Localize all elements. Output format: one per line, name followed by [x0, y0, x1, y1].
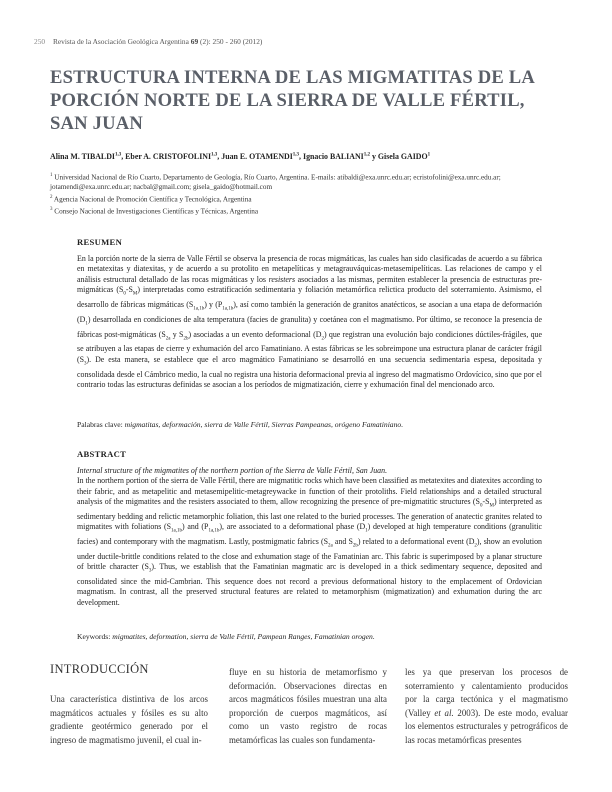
affiliation-mark: 1 — [50, 173, 53, 178]
section-heading-introduccion: INTRODUCCIÓN — [50, 662, 149, 676]
abstract-text: ), are associated to a deformational phase (D — [219, 522, 366, 532]
author-list — [50, 152, 570, 161]
page-number: 250 — [34, 37, 46, 46]
author-name: Ignacio BALIANI — [303, 152, 364, 161]
intro-column-3 — [405, 666, 568, 748]
intro-italic: et al. — [434, 707, 454, 718]
author-name: Gisela GAIDO — [377, 152, 428, 161]
palabras-clave — [77, 420, 542, 429]
keywords-terms: migmatites, deformation, sierra de Valle Fértil, Pampean Ranges, Famatinian orogen. — [112, 632, 375, 641]
running-header — [34, 37, 262, 46]
author-name: Eber A. CRISTOFOLINI — [125, 152, 212, 161]
resumen-text: ). De esta manera, se establece que el arco magmático Famatiniano se desarrolló en una secuencia sedimentaria espesa, depositada y consolidada desde el Cámbrico medio, la cual no registra una historia deformacional previa al ingreso del magmatismo Ordovícico, sino que por el contrario todas las estructuras definidas se asocian a los períodos de migmatización, cierre y exhumación final del mencionado arco. — [77, 354, 542, 389]
author-affil-mark: 1,3 — [114, 152, 122, 158]
journal-name: Revista de la Asociación Geológica Argentina — [52, 37, 189, 46]
abstract-text: ). Thus, we establish that the Famatinian magmatic arc is developed in a thick sedimentary sequence, deposited and consolidated since the mid-Cambrian. This sequence does not record a previous deformational history to the emplacement of Ordovician magmatism. In contrast, all the preserved structural features are related to metamorphism (migmatization) and exhumation during the arc development. — [77, 562, 542, 607]
author-separator: , — [217, 152, 222, 161]
resumen-text: ) asociadas a un evento deformacional (D — [188, 329, 322, 339]
author-separator: , — [299, 152, 303, 161]
resumen-text: ) interpretadas como estratificación sedimentaria y foliación metamórfica relictica producto del soterramiento. Asimismo, el desarrollo de fábricas migmáticas (S — [77, 284, 542, 309]
abstract-text: ) related to a deformational event (D — [357, 536, 475, 546]
resumen-text: ) que registran una evolución bajo condiciones dúctiles-frágiles, que se atribuyen a las etapas de cierre y exhumación del arco Famatiniano. A estas fábricas se les sobreimpone una estructura planar de carácter frágil (S — [77, 329, 543, 364]
author-affil-mark: 1,3 — [211, 152, 218, 158]
affiliation-item — [50, 171, 570, 193]
intro-column-1: Una característica distintiva de los arcos magmáticos actuales y fósiles es su alto gradiente geotérmico generado por el ingreso de magmatismo juvenil, el cual in- — [50, 694, 208, 745]
affiliation-mark: 3 — [50, 206, 53, 212]
title-line: PORCIÓN NORTE DE LA SIERRA DE VALLE FÉRTIL, — [50, 90, 525, 111]
title-line: SAN JUAN — [50, 113, 144, 134]
author-separator: y — [369, 152, 378, 161]
resumen-heading: RESUMEN — [77, 237, 123, 247]
resumen-italic: resisters — [268, 274, 296, 284]
abstract-text: ) and (P — [182, 522, 209, 532]
keywords-label: Keywords: — [77, 632, 111, 641]
article-title — [50, 66, 570, 135]
author-affil-mark: 1 — [427, 152, 431, 158]
abstract-text: ) interpreted as sedimentary bedding and relictic metamorphic foliation, this last one related to the buried processes. The generation of anatectic granites related to migmatites with foliations (S — [77, 496, 543, 532]
affiliation-text: Universidad Nacional de Río Cuarto, Departamento de Geología, Río Cuarto, Argentina. E-mails: atibaldi@exa.unrc.edu.ar; ecristofolini@exa.unrc.edu.ar; jotamendi@exa.unrc.edu.ar; nacbal@gmail.com; gisela_gaido@hotmail.com — [50, 173, 501, 191]
intro-text: les ya que preservan los procesos de soterramiento y calentamiento producidos por la carga tectónica y el magmatismo (Valley — [405, 667, 568, 718]
author-name: Alina M. TIBALDI — [50, 152, 115, 161]
affiliation-text: Consejo Nacional de Investigaciones Científicas y Técnicas, Argentina — [54, 206, 259, 215]
keywords — [77, 632, 542, 641]
affiliations — [50, 171, 570, 217]
journal-volume: 69 — [190, 37, 199, 46]
author-name: Juan E. OTAMENDI — [221, 152, 293, 161]
palabras-clave-label: Palabras clave: — [77, 420, 123, 429]
palabras-clave-terms: migmatitas, deformación, sierra de Valle Fértil, Sierras Pampeanas, orógeno Famatiniano. — [124, 420, 404, 429]
author-separator: , — [121, 152, 126, 161]
affiliation-item — [50, 205, 570, 217]
abstract-text: In the northern portion of the sierra de Valle Fértil, there are migmatitic rocks which have been classified as metatexites and diatexites according to their fabric, and as metapelitic and metasemipelitic-metagreywacke in function of their protoliths. Field relationships and a detailed structural analysis of the migmatites and the resisters associated to them, allow recognizing the presence of pre-migmatitic structures (S — [77, 476, 542, 506]
author-affil-mark: 1,3 — [292, 152, 300, 158]
journal-issue-pages: (2): 250 - 260 (2012) — [200, 37, 263, 46]
affiliation-mark: 2 — [50, 194, 53, 200]
abstract-title: Internal structure of the migmatites of the northern portion of the Sierra de Valle Fértil, San Juan. — [77, 466, 388, 475]
author-affil-mark: 1,2 — [363, 152, 370, 158]
resumen-text: En la porción norte de la sierra de Valle Fértil se observa la presencia de rocas migmáticas, las cuales han sido clasificadas de acuerdo a su fábrica en metatexitas y diatexitas, y de acuerdo a su protolito en metapelíticas y metagrauváquicas-metasemipelíticas. Las relaciones de campo y el análisis estructural detallado de las rocas migmáticas y los — [77, 254, 542, 284]
affiliation-item — [50, 193, 570, 205]
intro-column-2: fluye en su historia de metamorfismo y deformación. Observaciones directas en arcos magmáticos fósiles muestran una alta proporción de cuerpos magmáticos, así como un vasto registro de rocas metamórficas las cuales son fundamenta- — [229, 667, 387, 745]
abstract-heading: ABSTRACT — [77, 449, 127, 459]
abstract-text: ) developed at high temperature conditions (granulitic facies) and contemporary with the magmatism. Lastly, postmigmatic fabrics (S — [77, 522, 543, 546]
resumen-paragraph: En la porción norte de la sierra de Valle Fértil se observa la presencia de rocas migmáticas, las cuales han sido clasificadas de acuerdo a su fábrica en metatexitas y diatexitas, y de acuerdo a su protolito en metapelíticas y metagrauváquicas-metasemipelíticas. Las relaciones de campo y el análisis estructural detallado de las rocas migmáticas y los resisters asociados a las mismas, permiten establecer la presencia de estructuras pre-migmáticas $(S_0-S_M)$ interpretadas como estratificación sedimentaria y foliación metamórfica relictica producto del soterramiento. Asimismo, el desarrollo de fábricas migmáticas $(S_{1a,1b})$ y $(P_{1a,1b})$, así como también la generación de granitos anatécticos, se asocian a una etapa de deformación $(D_1)$ desarrollada en condiciones de alta temperatura (facies de granulita) y coetánea con el magmatismo. Por último, se reconoce la presencia de fábricas post-migmáticas ($S_{2a}$ y $S_{2b}$) asociadas a un evento deformacional $(D_2)$ que registran una evolución bajo condiciones dúctiles-frágiles, que se atribuyen a las etapas de cierre y exhumación del arco Famatiniano. A estas fábricas se les sobreimpone una estructura planar de carácter frágil $(S_3)$. De esta manera, se establece que el arco magmático Famatiniano se desarrolló en una secuencia sedimentaria espesa, depositada y consolidada desde el Cámbrico medio, la cual no registra una historia deformacional previa al ingreso del magmatismo Ordovícico, sino que por el contrario todas las estructuras definidas se asocian a los períodos de migmatización, cierre y exhumación final del mencionado arco. — [77, 254, 543, 389]
affiliation-text: Agencia Nacional de Promoción Científica y Tecnológica, Argentina — [53, 194, 252, 203]
title-line: ESTRUCTURA INTERNA DE LAS MIGMATITAS DE LA — [50, 67, 536, 88]
intro-text: 2003). De este modo, evaluar los elementos estructurales y petrográficos de las rocas metamórficas presentes — [405, 707, 569, 745]
abstract-text: ), show an evolution under ductile-brittle conditions related to the close and exhumation stage of the Famatinian arc. This fabric is superimposed by a planar structure of brittle character (S — [77, 536, 542, 572]
resumen-text: ) desarrollada en condiciones de alta temperatura (facies de granulita) y coetánea con el magmatismo. Por último, se reconoce la presencia de fábricas post-migmáticas (S — [77, 314, 542, 339]
abstract-paragraph: Internal structure of the migmatites of the northern portion of the Sierra de Valle Fértil, San Juan. In the northern portion of the sierra de Valle Fértil, there are migmatitic rocks which have been classified as metatexites and diatexites according to their fabric, and as metapelitic and metasemipelitic-metagreywacke in function of their protoliths. Field relationships and a detailed structural analysis of the migmatites and the resisters associated to them, allow recognizing the presence of pre-migmatitic structures $(S_0-S_M)$ interpreted as sedimentary bedding and relictic metamorphic foliation, this last one related to the buried processes. The generation of anatectic granites related to migmatites with foliations $(S_{1a,1b})$ and $(P_{1a,1b})$, are associated to a deformational phase $(D_1)$ developed at high temperature conditions (granulitic facies) and contemporary with the magmatism. Lastly, postmigmatic fabrics ($S_{2a}$ and $S_{2b}$) related to a deformational event $(D_2)$, show an evolution under ductile-brittle conditions related to the close and exhumation stage of the Famatinian arc. This fabric is superimposed by a planar structure of brittle character $(S_3)$. Thus, we establish that the Famatinian magmatic arc is developed in a thick sedimentary sequence, deposited and consolidated since the mid-Cambrian. This sequence does not record a previous deformational history to the emplacement of Ordovician magmatism. In contrast, all the preserved structural features are related to metamorphism (migmatization) and exhumation during the arc development. — [77, 466, 543, 607]
resumen-text: asociados a las mismas, permiten establecer la presencia de estructuras pre-migmáticas (S — [77, 274, 542, 294]
